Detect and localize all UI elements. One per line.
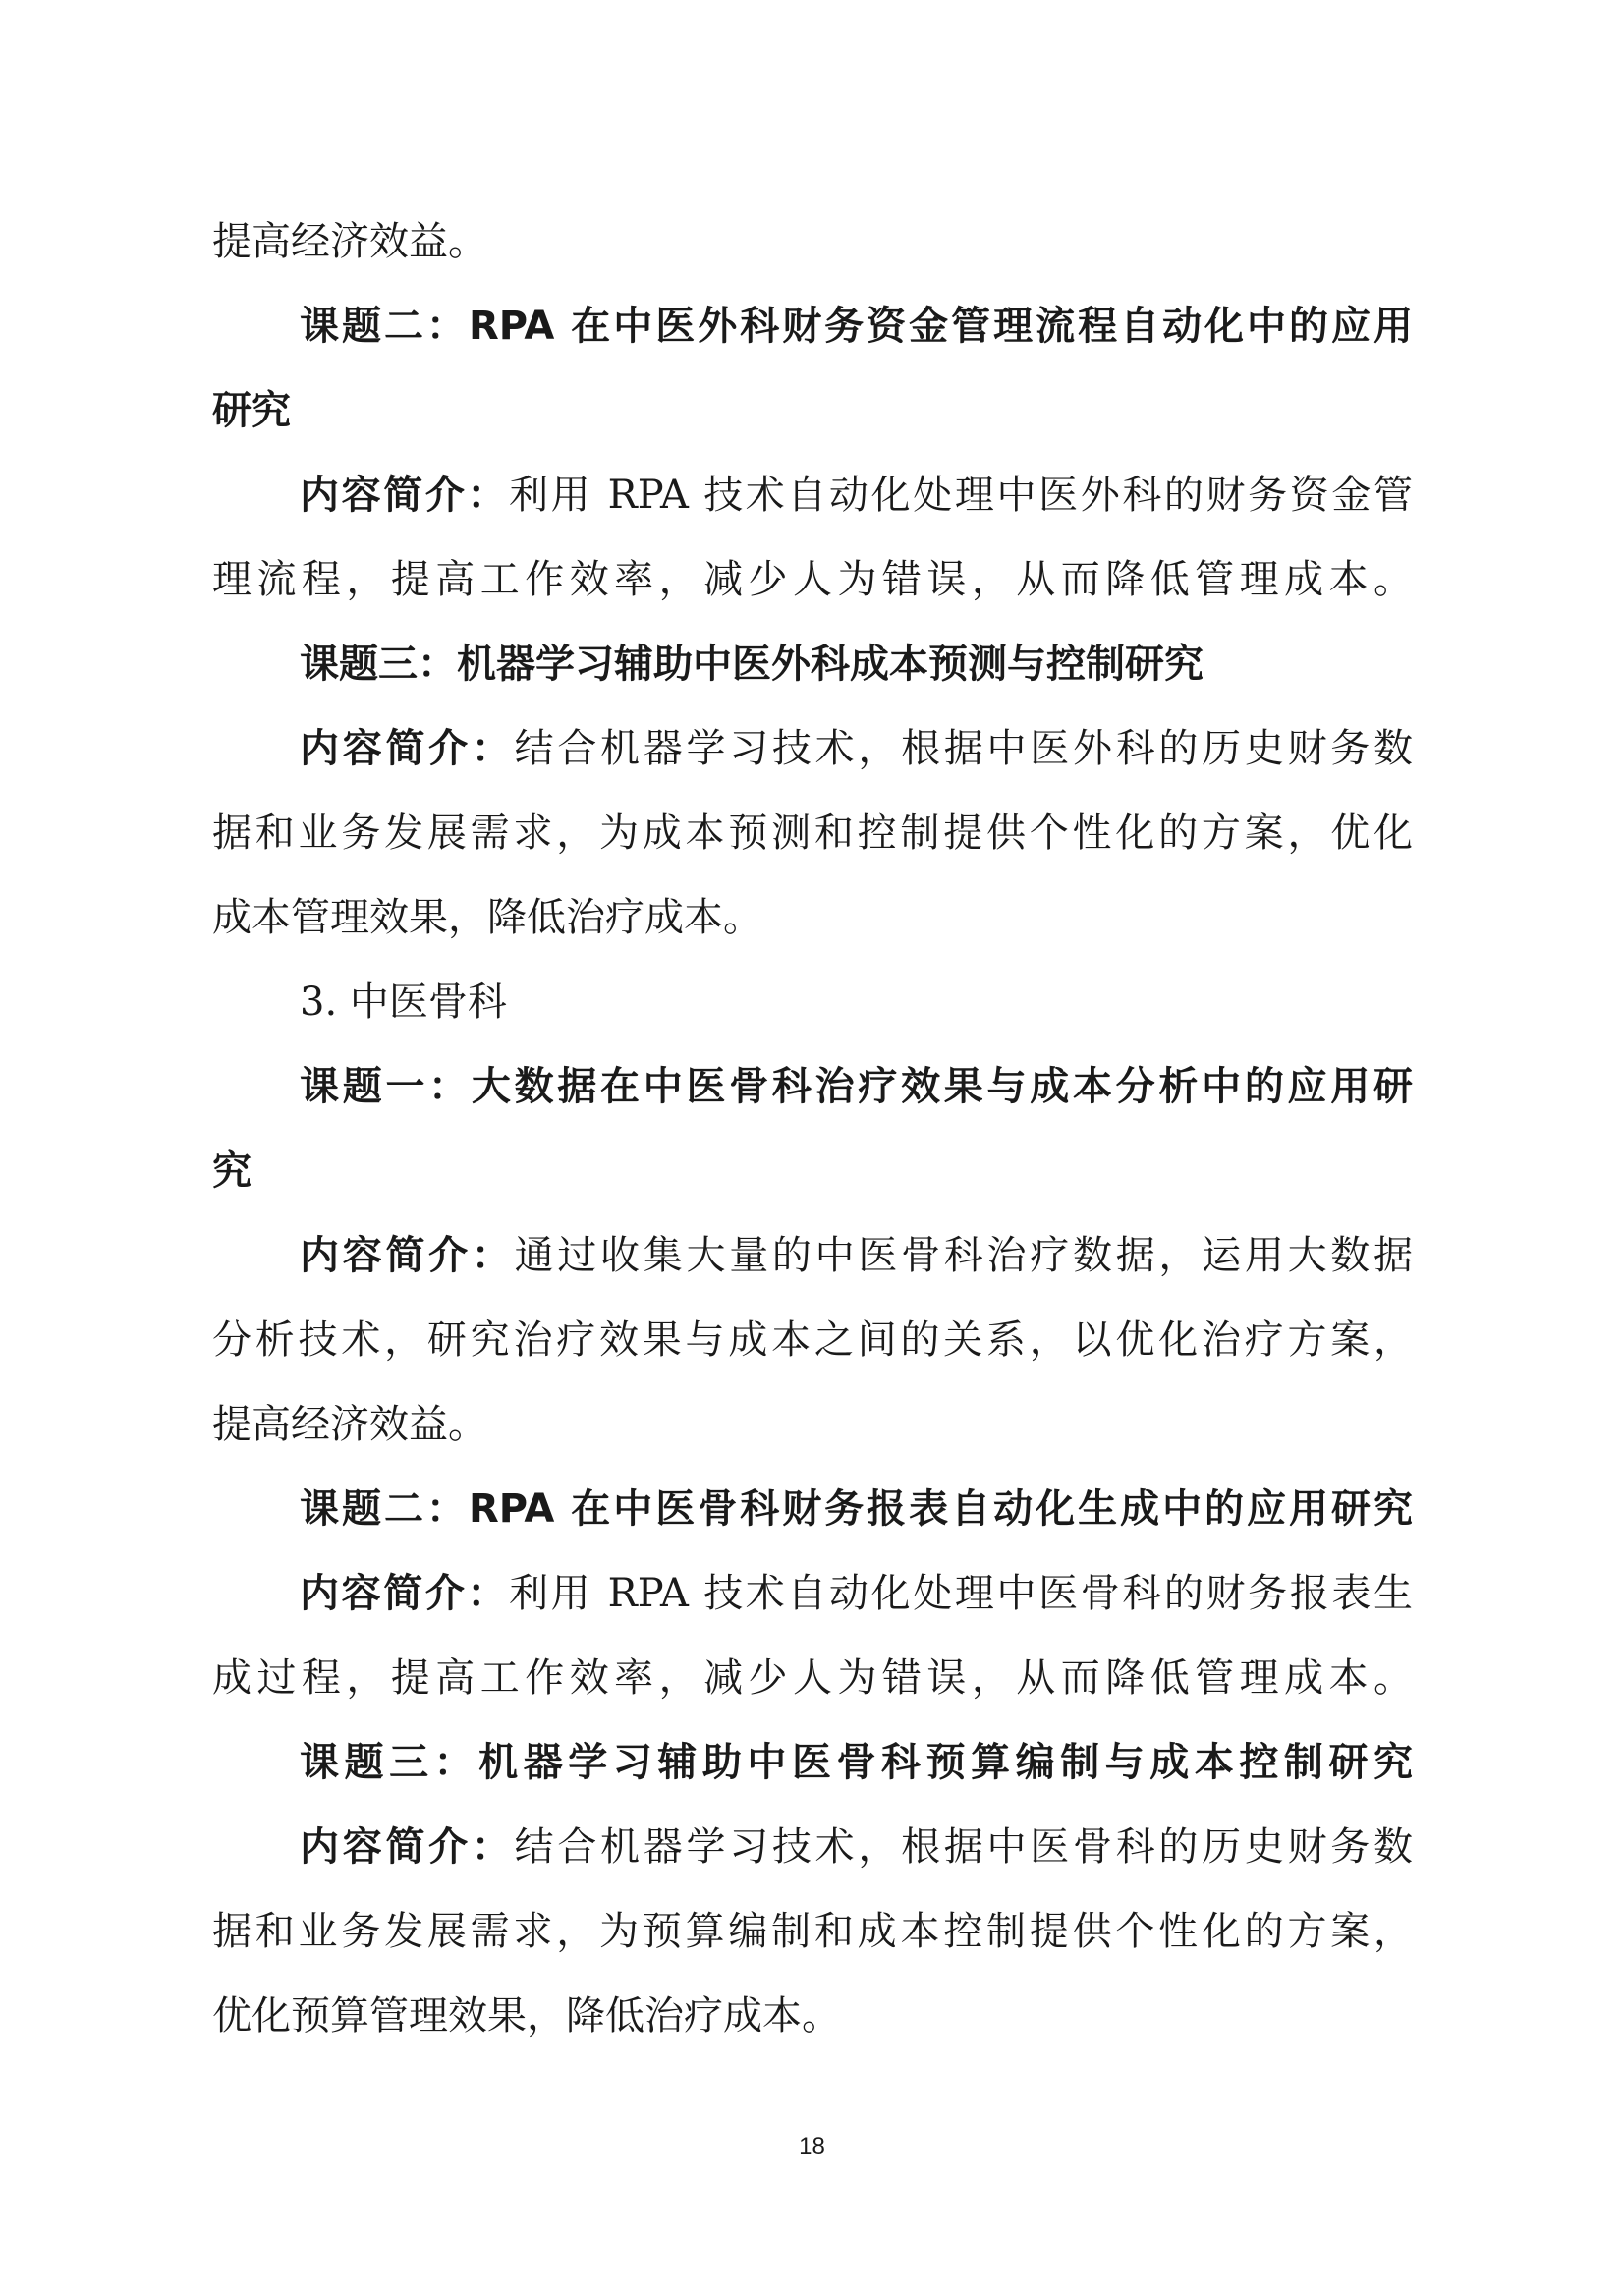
body-text-line: 理流程，提高工作效率，减少人为错误，从而降低管理成本。: [212, 557, 1413, 602]
body-text-line: 提高经济效益。: [212, 219, 487, 264]
content-summary-line: [300, 1570, 1413, 1617]
content-summary-text: 结合机器学习技术，根据中医骨科的历史财务数: [514, 1824, 1414, 1870]
content-summary-text: 利用 RPA 技术自动化处理中医骨科的财务报表生: [509, 1571, 1413, 1616]
body-text-line: 提高经济效益。: [212, 1402, 487, 1447]
topic-heading: 课题三：机器学习辅助中医外科成本预测与控制研究: [300, 642, 1204, 687]
content-summary-text: 通过收集大量的中医骨科治疗数据，运用大数据: [514, 1233, 1414, 1278]
topic-heading: 课题二：RPA 在中医骨科财务报表自动化生成中的应用研究: [300, 1486, 1413, 1532]
content-summary-label: 内容简介：: [300, 1824, 515, 1870]
content-summary-text: 利用 RPA 技术自动化处理中医外科的财务资金管: [509, 473, 1413, 518]
body-text-line: 据和业务发展需求，为预算编制和成本控制提供个性化的方案，: [212, 1909, 1413, 1954]
body-text-line: 据和业务发展需求，为成本预测和控制提供个性化的方案，优化: [212, 811, 1413, 856]
body-text-line: 分析技术，研究治疗效果与成本之间的关系，以优化治疗方案，: [212, 1317, 1413, 1363]
page-number: 18: [799, 2133, 825, 2159]
content-summary-label: 内容简介：: [300, 1571, 510, 1616]
content-summary-line: [300, 1232, 1413, 1279]
content-summary-text: 结合机器学习技术，根据中医外科的历史财务数: [514, 726, 1414, 771]
topic-heading: 课题二：RPA 在中医外科财务资金管理流程自动化中的应用: [300, 304, 1413, 349]
body-text-line: 成过程，提高工作效率，减少人为错误，从而降低管理成本。: [212, 1655, 1413, 1701]
topic-heading: 课题三：机器学习辅助中医骨科预算编制与成本控制研究: [300, 1740, 1413, 1785]
topic-heading-continued: 究: [212, 1148, 252, 1194]
section-heading: 3. 中医骨科: [300, 980, 507, 1025]
body-text-line: 优化预算管理效果，降低治疗成本。: [212, 1993, 841, 2039]
content-summary-label: 内容简介：: [300, 473, 510, 518]
content-summary-line: [300, 1823, 1413, 1871]
topic-heading-continued: 研究: [212, 388, 291, 433]
content-summary-label: 内容简介：: [300, 1233, 515, 1278]
topic-heading: 课题一：大数据在中医骨科治疗效果与成本分析中的应用研: [300, 1064, 1413, 1109]
content-summary-label: 内容简介：: [300, 726, 515, 771]
content-summary-line: [300, 725, 1413, 772]
body-text-line: 成本管理效果，降低治疗成本。: [212, 895, 762, 940]
content-summary-line: [300, 472, 1413, 519]
